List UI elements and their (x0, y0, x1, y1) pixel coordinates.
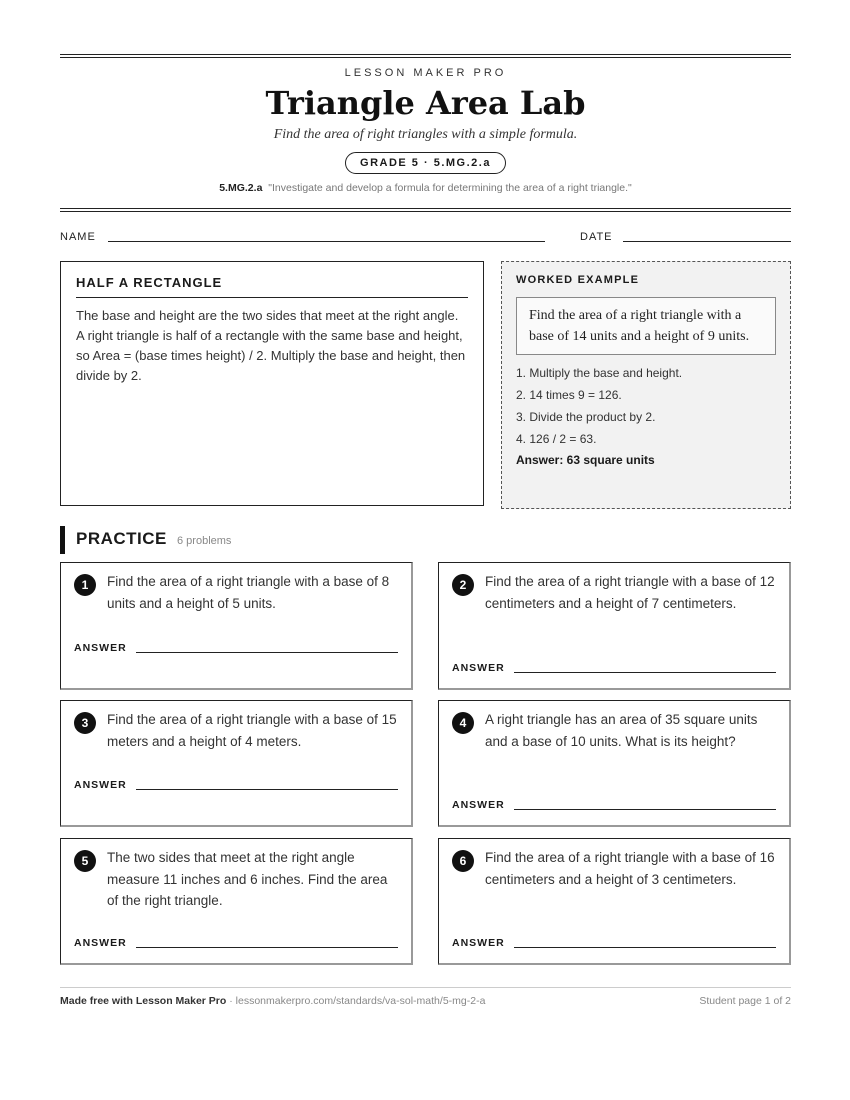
problem-number-badge: 5 (74, 850, 96, 872)
grade-badge: GRADE 5 · 5.MG.2.a (345, 152, 506, 174)
answer-label: ANSWER (74, 779, 127, 791)
worked-example-answer: Answer: 63 square units (516, 453, 655, 467)
date-field[interactable] (623, 241, 791, 242)
answer-label: ANSWER (74, 937, 127, 949)
answer-label: ANSWER (452, 937, 505, 949)
answer-field[interactable] (514, 809, 776, 810)
problem-card-1 (60, 562, 413, 690)
header-top-rule (60, 54, 791, 58)
name-date-row (60, 229, 791, 249)
answer-label: ANSWER (452, 799, 505, 811)
answer-row (452, 937, 776, 951)
problem-card-2 (438, 562, 791, 690)
answer-label: ANSWER (452, 662, 505, 674)
header-bottom-rule (60, 208, 791, 212)
worked-example-step: 3. Divide the product by 2. (516, 410, 656, 424)
answer-field[interactable] (136, 652, 398, 653)
worked-example-heading: WORKED EXAMPLE (516, 274, 640, 286)
problem-number-badge: 3 (74, 712, 96, 734)
problem-number-badge: 4 (452, 712, 474, 734)
practice-title: PRACTICE (76, 529, 167, 548)
answer-label: ANSWER (74, 642, 127, 654)
standard-code: 5.MG.2.a (219, 182, 263, 194)
answer-row (452, 662, 776, 676)
answer-row (74, 937, 398, 951)
problem-card-4 (438, 700, 791, 827)
standard-text: "Investigate and develop a formula for determining the area of a right triangle." (268, 182, 632, 194)
worked-example-step: 2. 14 times 9 = 126. (516, 388, 622, 402)
name-label: NAME (60, 231, 96, 243)
concept-heading: HALF A RECTANGLE (76, 275, 468, 298)
concept-box (60, 261, 484, 506)
answer-row (452, 799, 776, 813)
footer-page-number: Student page 1 of 2 (699, 995, 791, 1007)
grade-badge-wrap (60, 152, 791, 174)
problem-text: Find the area of a right triangle with a base of 12 centimeters and a height of 7 centimeters. (485, 574, 775, 611)
standard-line (60, 182, 791, 194)
problem-number-badge: 2 (452, 574, 474, 596)
problem-card-5 (60, 838, 413, 965)
answer-row (74, 779, 398, 793)
worked-example-step: 4. 126 / 2 = 63. (516, 432, 597, 446)
footer (60, 995, 791, 1007)
problem-text: Find the area of a right triangle with a base of 16 centimeters and a height of 3 centimeters. (485, 850, 775, 887)
problem-text: A right triangle has an area of 35 square units and a base of 10 units. What is its height? (485, 712, 758, 749)
answer-field[interactable] (136, 789, 398, 790)
problem-text: The two sides that meet at the right angle measure 11 inches and 6 inches. Find the area of the right triangle. (107, 850, 388, 908)
worked-example-steps (516, 362, 776, 450)
footer-url[interactable]: · lessonmakerpro.com/standards/va-sol-math/5-mg-2-a (229, 995, 486, 1007)
answer-row (74, 642, 398, 656)
footer-made-with: Made free with Lesson Maker Pro (60, 995, 227, 1007)
problem-card-6 (438, 838, 791, 965)
problem-text: Find the area of a right triangle with a base of 8 units and a height of 5 units. (107, 574, 390, 611)
brand-label: LESSON MAKER PRO (344, 67, 507, 79)
problem-card-3 (60, 700, 413, 827)
worked-example-step: 1. Multiply the base and height. (516, 366, 683, 380)
problem-text: Find the area of a right triangle with a base of 15 meters and a height of 4 meters. (107, 712, 397, 749)
footer-rule (60, 987, 791, 988)
page-title: Triangle Area Lab (265, 84, 586, 122)
date-label: DATE (580, 231, 613, 243)
problem-number-badge: 1 (74, 574, 96, 596)
answer-field[interactable] (136, 947, 398, 948)
practice-count: 6 problems (177, 535, 232, 547)
worked-example-box (501, 261, 791, 509)
answer-field[interactable] (514, 672, 776, 673)
problem-number-badge: 6 (452, 850, 474, 872)
page-subtitle: Find the area of right triangles with a simple formula. (273, 127, 578, 142)
worked-example-question: Find the area of a right triangle with a base of 14 units and a height of 9 units. (516, 297, 776, 355)
name-field[interactable] (108, 241, 545, 242)
answer-field[interactable] (514, 947, 776, 948)
concept-body: The base and height are the two sides that meet at the right angle. A right triangle is half of a rectangle with the same base and height, so Area = (base times height) / 2. Multiply the base and height, then divide by 2. (76, 308, 466, 383)
practice-accent-bar (60, 526, 65, 554)
